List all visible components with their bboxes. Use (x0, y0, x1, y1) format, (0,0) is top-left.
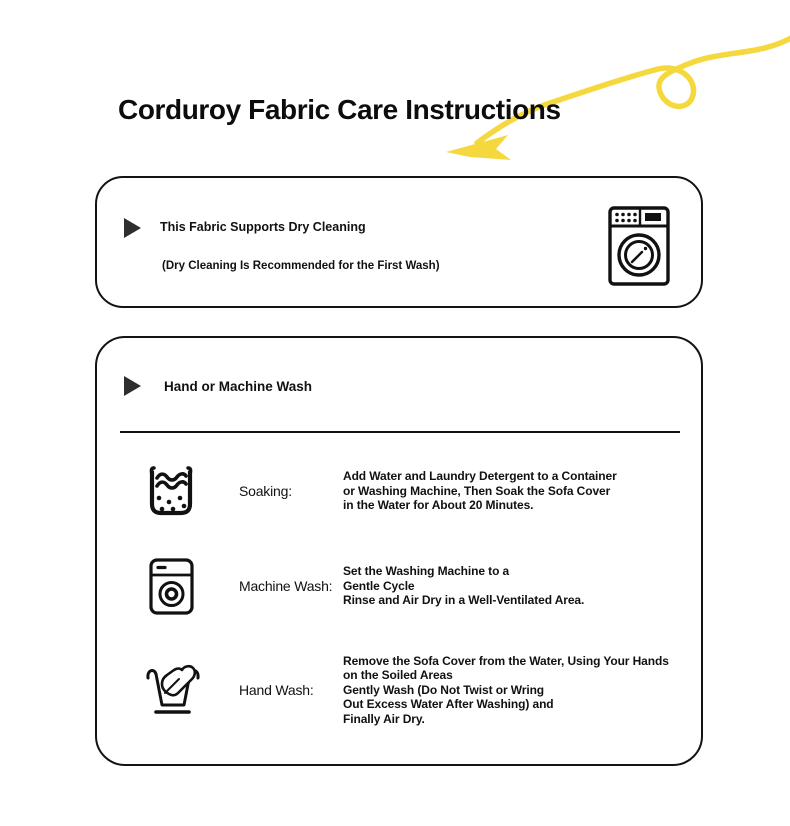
step-line: Set the Washing Machine to a (343, 564, 510, 579)
soaking-tub-icon (146, 463, 196, 520)
divider (120, 431, 680, 433)
page-title: Corduroy Fabric Care Instructions (118, 94, 561, 125)
step-label-machine-wash: Machine Wash: (239, 578, 333, 594)
step-label-soaking: Soaking: (239, 483, 292, 499)
step-label-hand-wash: Hand Wash: (239, 682, 314, 698)
triangle-bullet-icon (124, 376, 141, 396)
step-line: or Washing Machine, Then Soak the Sofa Cover (343, 483, 611, 498)
step-machine-wash (97, 551, 701, 621)
step-line: Finally Air Dry. (343, 711, 425, 726)
step-text-hand-wash (343, 654, 669, 727)
step-line: Gently Wash (Do Not Twist or Wring (343, 682, 545, 697)
hand-wash-icon (144, 658, 201, 722)
step-text-soaking (343, 469, 617, 513)
step-line: Gentle Cycle (343, 578, 415, 593)
wash-card-header (124, 368, 312, 404)
wash-card (95, 336, 703, 766)
dry-cleaning-note: (Dry Cleaning Is Recommended for the First Wash) (162, 260, 440, 272)
washing-machine-icon (608, 206, 670, 286)
step-line: in the Water for About 20 Minutes. (343, 498, 534, 513)
step-line: Out Excess Water After Washing) and (343, 697, 554, 712)
step-line: on the Soiled Areas (343, 668, 453, 683)
step-hand-wash (97, 646, 701, 734)
wash-heading: Hand or Machine Wash (164, 378, 313, 394)
step-line: Rinse and Air Dry in a Well-Ventilated Area. (343, 593, 585, 608)
step-line: Remove the Sofa Cover from the Water, Using Your Hands (343, 653, 669, 668)
step-text-machine-wash (343, 564, 584, 608)
dry-cleaning-heading: This Fabric Supports Dry Cleaning (160, 220, 366, 234)
step-line: Add Water and Laundry Detergent to a Container (343, 469, 617, 484)
triangle-bullet-icon (124, 218, 141, 238)
washing-machine-simple-icon (149, 558, 194, 615)
step-soaking (97, 456, 701, 526)
dry-cleaning-card (95, 176, 703, 308)
